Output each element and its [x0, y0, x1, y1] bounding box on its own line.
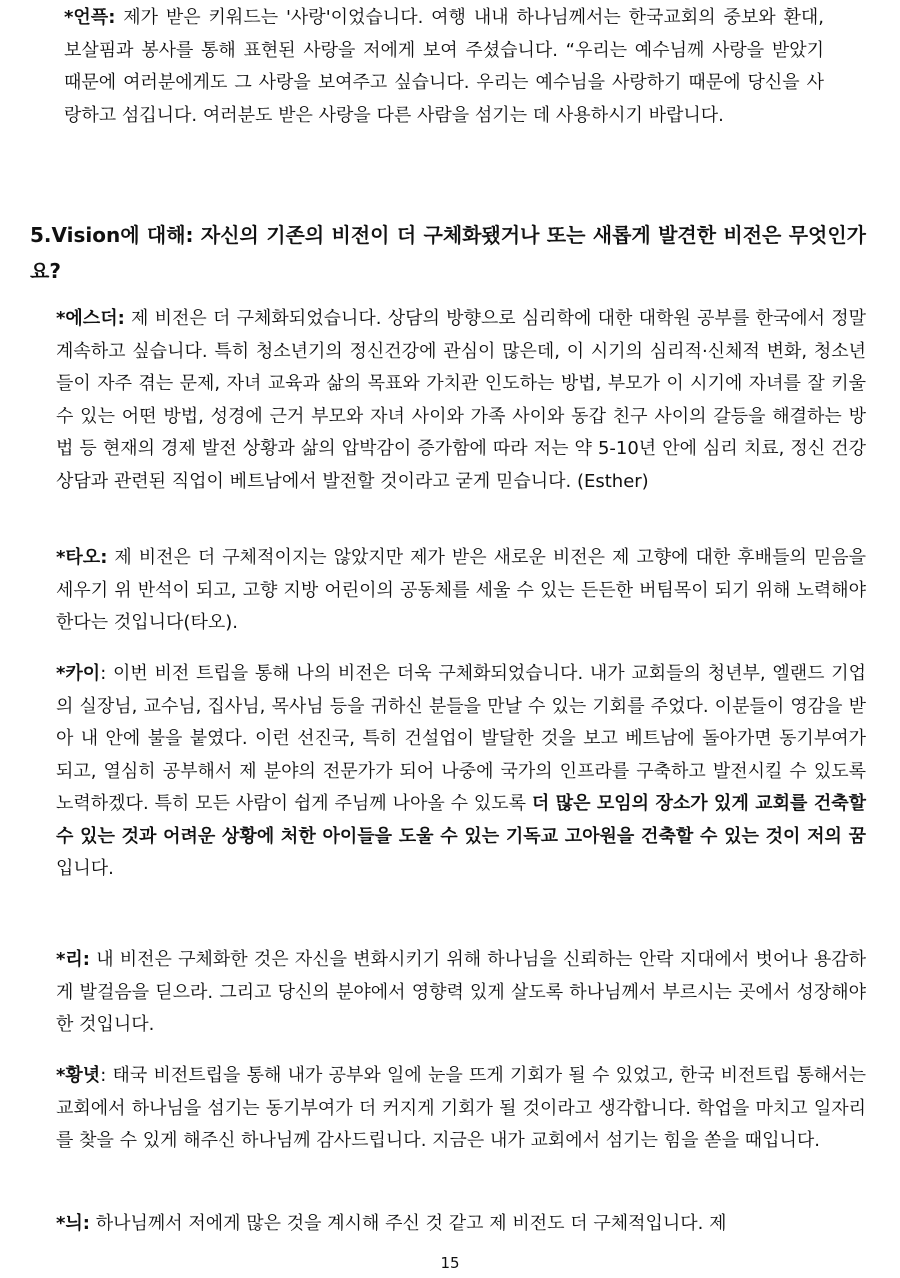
speaker-label: *카이	[56, 663, 101, 684]
testimony-lee	[56, 944, 866, 1042]
testimony-nui	[56, 1208, 866, 1241]
testimony-text: 제가 받은 키워드는 '사랑'이었습니다. 여행 내내 하나님께서는 한국교회의 중보와 환대, 보살핌과 봉사를 통해 표현된 사랑을 저에게 보여 주셨습니다. “우리는 예수님께 사랑을 받았기 때문에 여러분에게도 그 사랑을 보여주고 싶습니다. 우리는 예수님을 사랑하기 때문에 당신을 사랑하고 섬깁니다. 여러분도 받은 사랑을 다른 사람을 섬기는 데 사용하시기 바랍니다.	[64, 7, 824, 126]
testimony-tail: 입니다.	[56, 858, 114, 879]
testimony-tao	[56, 542, 866, 640]
testimony-text: 제 비전은 더 구체화되었습니다. 상담의 방향으로 심리학에 대한 대학원 공부를 한국에서 정말 계속하고 싶습니다. 특히 청소년기의 정신건강에 관심이 많은데, 이 시기의 심리적·신체적 변화, 청소년들이 자주 겪는 문제, 자녀 교육과 삶의 목표와 가치관 인도하는 방법, 부모가 이 시기에 자녀를 잘 키울 수 있는 어떤 방법, 성경에 근거 부모와 자녀 사이와 가족 사이와 동갑 친구 사이의 갈등을 해결하는 방법 등 현재의 경제 발전 상황과 삶의 압박감이 증가함에 따라 저는 약 5-10년 안에 심리 치료, 정신 건강 상담과 관련된 직업이 베트남에서 발전할 것이라고 굳게 믿습니다. (Esther)	[56, 308, 866, 492]
testimony-text: 제 비전은 더 구체적이지는 않았지만 제가 받은 새로운 비전은 제 고향에 대한 후배들의 믿음을 세우기 위 반석이 되고, 고향 지방 어린이의 공동체를 세울 수 있는 든든한 버팀목이 되기 위해 노력해야 한다는 것입니다(타오).	[56, 547, 866, 633]
page-number: 15	[440, 1254, 460, 1272]
testimony-text: 하나님께서 저에게 많은 것을 계시해 주신 것 같고 제 비전도 더 구체적입니다. 제	[90, 1213, 727, 1234]
testimony-esther	[56, 303, 866, 498]
testimony-intro	[64, 2, 824, 132]
speaker-label: *에스더:	[56, 308, 125, 329]
testimony-text: 내 비전은 구체화한 것은 자신을 변화시키기 위해 하나님을 신뢰하는 안락 지대에서 벗어나 용감하게 발걸음을 딛으라. 그리고 당신의 분야에서 영향력 있게 살도록 하나님께서 부르시는 곳에서 성장해야 한 것입니다.	[56, 949, 866, 1035]
testimony-text: : 이번 비전 트립을 통해 나의 비전은 더욱 구체화되었습니다. 내가 교회들의 청년부, 엘랜드 기업의 실장님, 교수님, 집사님, 목사님 등을 귀하신 분들을 만날 수 있는 기회를 주었다. 이분들이 영감을 받아 내 안에 불을 붙였다. 이런 선진국, 특히 건설업이 발달한 것을 보고 베트남에 돌아가면 동기부여가 되고, 열심히 공부해서 제 분야의 전문가가 되어 나중에 국가의 인프라를 구축하고 발전시킬 수 있도록 노력하겠다. 특히 모든 사람이 쉽게 주님께 나아올 수 있도록	[56, 663, 866, 814]
speaker-label: *리:	[56, 949, 90, 970]
speaker-label: *언픅:	[64, 7, 116, 28]
testimony-hwangnyeot	[56, 1060, 866, 1158]
testimony-text: : 태국 비전트립을 통해 내가 공부와 일에 눈을 뜨게 기회가 될 수 있었고, 한국 비전트립 통해서는 교회에서 하나님을 섬기는 동기부여가 더 커지게 기회가 될 것이라고 생각합니다. 학업을 마치고 일자리를 찾을 수 있게 해주신 하나님께 감사드립니다. 지금은 내가 교회에서 섬기는 힘을 쏟을 때입니다.	[56, 1065, 866, 1151]
speaker-label: *황녓	[56, 1065, 101, 1086]
testimony-kai	[56, 658, 866, 886]
section-heading: 5.Vision에 대해: 자신의 기존의 비전이 더 구체화됐거나 또는 새롭게 발견한 비전은 무엇인가요?	[30, 223, 866, 283]
speaker-label: *타오:	[56, 547, 108, 568]
speaker-label: *늬:	[56, 1213, 90, 1234]
emphasized-dream-text: 더 많은 모임의 장소가 있게 교회를 건축할 수 있는 것과 어려운 상황에 처한 아이들을 도울 수 있는 기독교 고아원을 건축할 수 있는 것이 저의 꿈	[56, 793, 866, 847]
